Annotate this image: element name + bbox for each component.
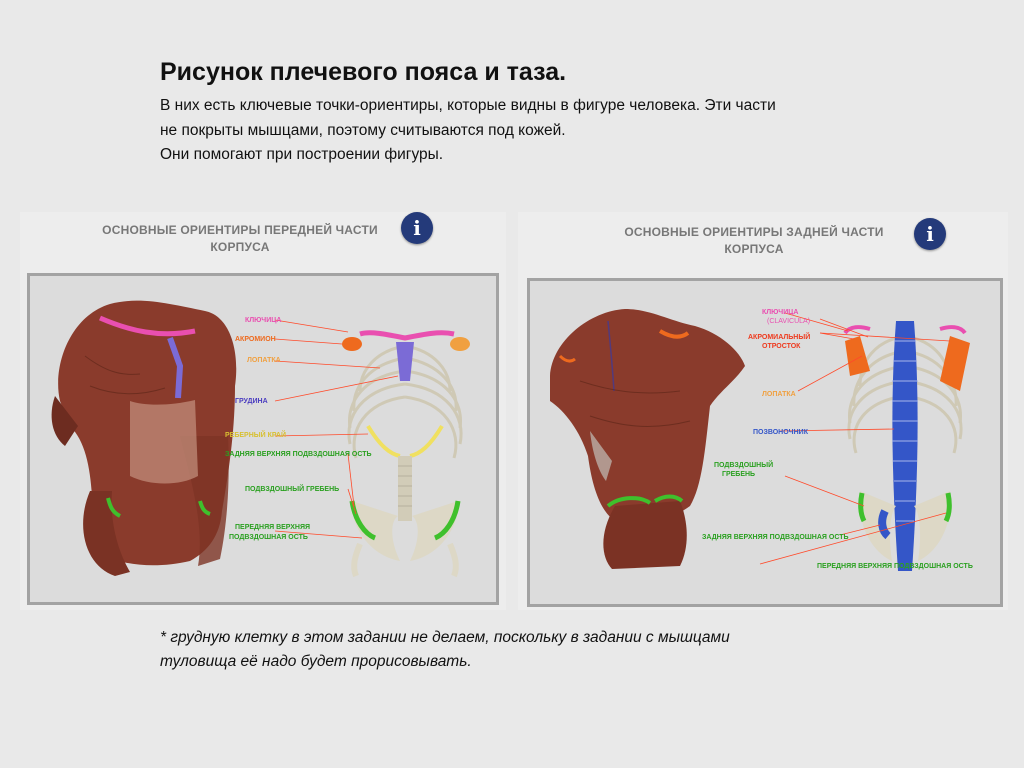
label-clavicle: КЛЮЧИЦА bbox=[245, 317, 282, 324]
label-iliac-crest: ПОДВЗДОШНЫЙ bbox=[714, 462, 774, 469]
description-line: В них есть ключевые точки-ориентиры, которые видны в фигуре человека. Эти части bbox=[160, 97, 776, 114]
label-clavicle-latin: (CLAVICULA) bbox=[767, 318, 811, 325]
back-panel-title-line: КОРПУСА bbox=[724, 242, 784, 256]
label-sternum: ГРУДИНА bbox=[235, 398, 268, 405]
label-clavicle: КЛЮЧИЦА bbox=[762, 309, 799, 316]
back-muscle-torso bbox=[550, 309, 745, 569]
slide-title: Рисунок плечевого пояса и таза. bbox=[160, 58, 567, 86]
description-line: Они помогают при построении фигуры. bbox=[160, 146, 444, 163]
front-pointer-lines bbox=[275, 320, 398, 538]
back-anatomy-figure bbox=[527, 278, 1003, 607]
label-spine: ПОЗВОНОЧНИК bbox=[753, 429, 808, 436]
info-icon[interactable]: i bbox=[914, 218, 946, 250]
footnote bbox=[160, 626, 860, 674]
label-anterior-iliac-spine: ПЕРЕДНЯЯ ВЕРХНЯЯ bbox=[235, 524, 311, 531]
front-muscle-torso bbox=[52, 301, 237, 576]
back-skeleton bbox=[845, 321, 970, 571]
footnote-line: * грудную клетку в этом задании не делаем, поскольку в задании с мышцами bbox=[160, 629, 730, 646]
label-scapula: ЛОПАТКА bbox=[247, 357, 281, 364]
label-scapula: ЛОПАТКА bbox=[762, 391, 796, 398]
label-iliac-crest: ПОДВЗДОШНЫЙ ГРЕБЕНЬ bbox=[245, 486, 340, 493]
footnote-line: туловища её надо будет прорисовывать. bbox=[160, 653, 472, 670]
label-anterior-iliac-spine: ПОДВЗДОШНАЯ ОСТЬ bbox=[229, 534, 308, 541]
back-landmarks-panel bbox=[518, 212, 1008, 610]
front-panel-title bbox=[70, 222, 410, 256]
front-panel-title-line: КОРПУСА bbox=[210, 240, 270, 254]
label-iliac-crest: ГРЕБЕНЬ bbox=[722, 471, 756, 478]
description-line: не покрыты мышцами, поэтому считываются под кожей. bbox=[160, 121, 566, 139]
label-posterior-iliac-spine: ЗАДНЯЯ ВЕРХНЯЯ ПОДВЗДОШНАЯ ОСТЬ bbox=[225, 451, 372, 458]
label-posterior-iliac-spine: ЗАДНЯЯ ВЕРХНЯЯ ПОДВЗДОШНАЯ ОСТЬ bbox=[702, 534, 849, 541]
front-panel-title-line: ОСНОВНЫЕ ОРИЕНТИРЫ ПЕРЕДНЕЙ ЧАСТИ bbox=[102, 223, 378, 237]
label-costal-margin: РЕБЕРНЫЙ КРАЙ bbox=[225, 432, 287, 439]
label-anterior-iliac-spine: ПЕРЕДНЯЯ ВЕРХНЯЯ ПОДВЗДОШНАЯ ОСТЬ bbox=[817, 563, 973, 570]
info-icon[interactable]: i bbox=[401, 212, 433, 244]
slide-description bbox=[160, 94, 920, 168]
back-panel-title-line: ОСНОВНЫЕ ОРИЕНТИРЫ ЗАДНЕЙ ЧАСТИ bbox=[624, 225, 884, 239]
front-anatomy-figure bbox=[27, 273, 499, 605]
label-acromion: АКРОМИОН bbox=[235, 336, 276, 343]
label-acromial-process: АКРОМИАЛЬНЫЙ bbox=[748, 334, 811, 341]
label-acromial-process: ОТРОСТОК bbox=[762, 343, 801, 350]
front-landmarks-panel bbox=[20, 212, 506, 610]
back-panel-title bbox=[584, 224, 924, 258]
